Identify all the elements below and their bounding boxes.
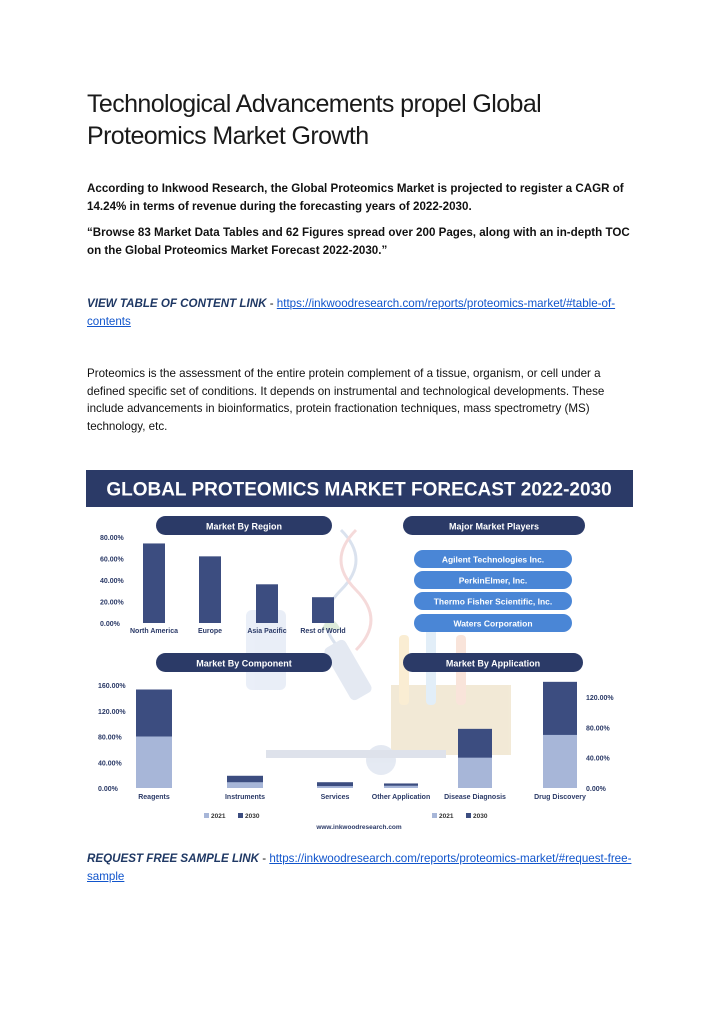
application-header — [403, 653, 583, 672]
svg-text:Major Market Players: Major Market Players — [448, 521, 540, 532]
legend-label-2021: 2021 — [439, 813, 454, 820]
toc-separator: - — [266, 297, 277, 310]
x-tick-label: Drug Discovery — [534, 794, 586, 801]
bar — [143, 543, 165, 623]
sample-link-paragraph — [87, 850, 633, 885]
region-header — [156, 516, 332, 535]
legend-label-2030: 2030 — [473, 813, 488, 820]
y-tick-label: 80.00% — [586, 725, 610, 733]
infographic-banner-title: GLOBAL PROTEOMICS MARKET FORECAST 2022-2030 — [106, 479, 612, 501]
bar-2021 — [317, 786, 353, 788]
bar-2021 — [384, 786, 418, 788]
x-tick-label: Europe — [197, 628, 223, 635]
svg-text:Waters Corporation: Waters Corporation — [453, 618, 533, 629]
bar-2021 — [543, 735, 577, 788]
legend-swatch-2030 — [466, 813, 471, 818]
y-tick-label: 0.00% — [586, 786, 606, 793]
y-tick-label: 40.00% — [586, 755, 610, 763]
svg-text:Thermo Fisher Scientific, Inc.: Thermo Fisher Scientific, Inc. — [433, 596, 553, 607]
y-tick-label: 160.00% — [98, 683, 126, 690]
legend-swatch-2021 — [204, 813, 209, 818]
x-tick-label: Instruments — [224, 794, 266, 801]
legend-label-2021: 2021 — [211, 813, 226, 820]
quote-paragraph: “Browse 83 Market Data Tables and 62 Figures spread over 200 Pages, along with an in-depth TOC on the Global Proteomics Market Forecast 2022-2030.” — [87, 226, 630, 257]
svg-text:Agilent Technologies Inc.: Agilent Technologies Inc. — [441, 554, 545, 565]
players-header — [403, 516, 585, 535]
bar-2021 — [458, 758, 492, 788]
x-tick-label: Other Application — [371, 794, 431, 801]
player-pill — [414, 571, 572, 589]
svg-text:PerkinElmer, Inc.: PerkinElmer, Inc. — [458, 575, 528, 586]
body-paragraph: Proteomics is the assessment of the entire protein complement of a tissue, organism, or cell under a defined specific set of conditions. It depends on instrumental and technological developments. These include advancements in bioinformatics, protein fractionation techniques, mass spectrometry (MS) technology, etc. — [87, 367, 605, 433]
y-tick-label: 120.00% — [98, 708, 126, 716]
y-tick-label: 40.00% — [100, 578, 124, 585]
player-pill — [414, 550, 572, 568]
legend-label-2030: 2030 — [245, 813, 260, 820]
component-header — [156, 653, 332, 672]
legend-swatch-2030 — [238, 813, 243, 818]
legend-swatch-2021 — [432, 813, 437, 818]
bar-2021 — [136, 737, 172, 789]
y-tick-label: 60.00% — [100, 556, 124, 564]
x-tick-label: Asia Pacific — [247, 628, 287, 635]
proteomics-infographic — [86, 470, 633, 836]
x-tick-label: Disease Diagnosis — [444, 794, 506, 801]
y-tick-label: 0.00% — [100, 621, 120, 628]
bar — [256, 584, 278, 623]
sample-link[interactable]: https://inkwoodresearch.com/reports/proteomics-market/#request-free-sample — [87, 852, 632, 883]
x-tick-label: Reagents — [138, 794, 170, 801]
svg-text:Market By Component: Market By Component — [196, 658, 292, 669]
y-tick-label: 0.00% — [98, 786, 118, 793]
svg-text:Market By Region: Market By Region — [205, 521, 283, 532]
y-tick-label: 20.00% — [100, 599, 124, 607]
sample-link-label: REQUEST FREE SAMPLE LINK — [87, 852, 259, 865]
bar — [312, 597, 334, 623]
sample-separator: - — [259, 852, 270, 865]
player-pill — [414, 614, 572, 632]
bar-2021 — [227, 782, 263, 788]
y-tick-label: 40.00% — [98, 760, 122, 768]
website-label: www.inkwoodresearch.com — [316, 824, 402, 831]
intro-paragraph: According to Inkwood Research, the Global Proteomics Market is projected to register a CAGR of 14.24% in terms of revenue during the forecasting years of 2022-2030. — [87, 182, 624, 213]
toc-link-label: VIEW TABLE OF CONTENT LINK — [87, 297, 267, 310]
x-tick-label: North America — [130, 628, 178, 635]
svg-text:Market By Application: Market By Application — [445, 658, 541, 669]
toc-link-paragraph — [87, 295, 633, 330]
page-title: Technological Advancements propel Global Proteomics Market Growth — [87, 90, 542, 150]
bar — [199, 556, 221, 623]
y-tick-label: 80.00% — [98, 734, 122, 742]
x-tick-label: Rest of World — [300, 628, 346, 635]
y-tick-label: 80.00% — [100, 535, 124, 542]
y-tick-label: 120.00% — [586, 695, 614, 702]
x-tick-label: Services — [320, 794, 350, 801]
player-pill — [414, 592, 572, 610]
toc-link[interactable]: https://inkwoodresearch.com/reports/proteomics-market/#table-of-contents — [87, 297, 616, 328]
